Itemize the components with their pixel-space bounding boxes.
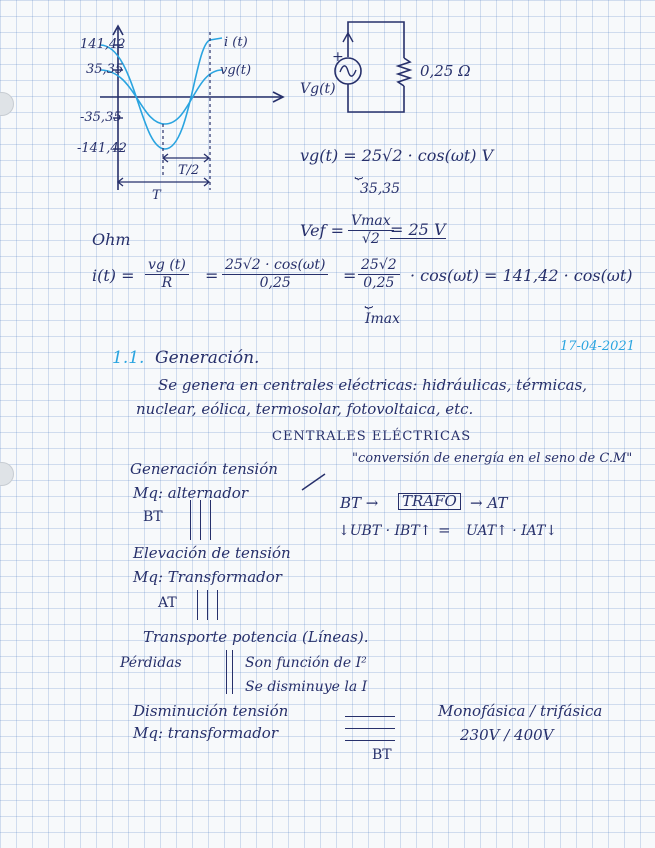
volts-label: 230V / 400V bbox=[460, 726, 554, 744]
elev-line-1: Elevación de tensión bbox=[133, 544, 291, 562]
flow-line bbox=[207, 590, 208, 620]
flow-line bbox=[190, 500, 191, 540]
vg-note: 35,35 bbox=[360, 181, 401, 197]
bt-label-1: BT bbox=[143, 509, 163, 525]
half-period-label: T/2 bbox=[178, 163, 200, 178]
equals-1: = bbox=[205, 266, 219, 285]
f1-den: R bbox=[161, 274, 173, 291]
perdidas-b: Se disminuye la I bbox=[245, 679, 368, 695]
trafo-rel-right: UAT↑ · IAT↓ bbox=[466, 523, 558, 539]
dism-rule bbox=[345, 728, 395, 729]
vg-equation: vg(t) = 25√2 · cos(ωt) V bbox=[300, 146, 494, 165]
dism-rule bbox=[345, 716, 395, 717]
flow-line bbox=[210, 500, 211, 540]
elev-line-2: Mq: Transformador bbox=[133, 568, 282, 586]
at-label: AT bbox=[158, 595, 177, 611]
notes-line-1: Se genera en centrales eléctricas: hidráulicas, térmicas, bbox=[158, 376, 588, 394]
period-label: T bbox=[152, 188, 161, 203]
ohm-label: Ohm bbox=[92, 230, 131, 249]
notes-quote: "conversión de energía en el seno de C.M" bbox=[352, 451, 633, 466]
dism-rule bbox=[345, 740, 395, 741]
legend-current: i (t) bbox=[224, 35, 248, 50]
gen-line-1: Generación tensión bbox=[130, 460, 278, 478]
trafo-at: → AT bbox=[470, 494, 508, 512]
flow-line bbox=[200, 500, 201, 540]
perdidas-a: Son función de I² bbox=[245, 655, 367, 671]
trafo-rel-eq: = bbox=[438, 521, 451, 539]
flow-line bbox=[217, 590, 218, 620]
source-plus: + bbox=[332, 49, 344, 65]
f2-den: 0,25 bbox=[259, 274, 291, 291]
ohm-tail: · cos(ωt) = 141,42 · cos(ωt) bbox=[410, 266, 633, 285]
source-label: Vg(t) bbox=[300, 81, 336, 97]
f1-num: vg (t) bbox=[145, 258, 189, 275]
section-number: 1.1. bbox=[112, 348, 145, 368]
trans-line: Transporte potencia (Líneas). bbox=[143, 628, 369, 646]
gen-line-2: Mq: alternador bbox=[133, 484, 249, 502]
bt-label-2: BT bbox=[372, 747, 392, 763]
trafo-rel-left: ↓UBT · IBT↑ bbox=[338, 523, 432, 539]
dism-line-2: Mq: transformador bbox=[133, 724, 279, 742]
trafo-bt: BT → bbox=[340, 494, 379, 512]
notes-line-2: nuclear, eólica, termosolar, fotovoltaica, etc. bbox=[136, 400, 474, 418]
equals-2: = bbox=[343, 266, 357, 285]
imax-brace: ⏟ bbox=[365, 293, 374, 309]
legend-voltage: vg(t) bbox=[220, 63, 252, 78]
vg-note-brace: ⏟ bbox=[355, 164, 364, 180]
imax-label: Imax bbox=[365, 311, 401, 327]
vef-rhs: = 25 V bbox=[390, 220, 446, 239]
perdidas-divider bbox=[232, 650, 233, 694]
section-title: Generación. bbox=[155, 348, 260, 368]
mono-label: Monofásica / trifásica bbox=[438, 702, 603, 720]
section-date: 17-04-2021 bbox=[560, 339, 635, 354]
vef-den: √2 bbox=[361, 230, 380, 247]
f3-den: 0,25 bbox=[363, 274, 395, 291]
trafo-box: TRAFO bbox=[398, 493, 461, 510]
i-lhs: i(t) = bbox=[92, 266, 135, 285]
y-label-max: 141,42 bbox=[80, 37, 126, 52]
flow-line bbox=[197, 590, 198, 620]
notes-heading: CENTRALES ELÉCTRICAS bbox=[272, 429, 472, 444]
f2-num: 25√2 · cos(ωt) bbox=[222, 258, 328, 275]
y-label-vmin: -35,35 bbox=[80, 110, 122, 125]
resistor-label: 0,25 Ω bbox=[420, 62, 471, 80]
f3-num: 25√2 bbox=[358, 258, 400, 275]
y-label-vmax: 35,35 bbox=[86, 62, 124, 77]
dism-line-1: Disminución tensión bbox=[133, 702, 289, 720]
perdidas-divider bbox=[226, 650, 227, 694]
vef-lhs: Vef = bbox=[300, 221, 344, 240]
vef-num: Vmax bbox=[348, 214, 394, 231]
perdidas-label: Pérdidas bbox=[120, 655, 182, 671]
y-label-min: -141,42 bbox=[77, 141, 127, 156]
